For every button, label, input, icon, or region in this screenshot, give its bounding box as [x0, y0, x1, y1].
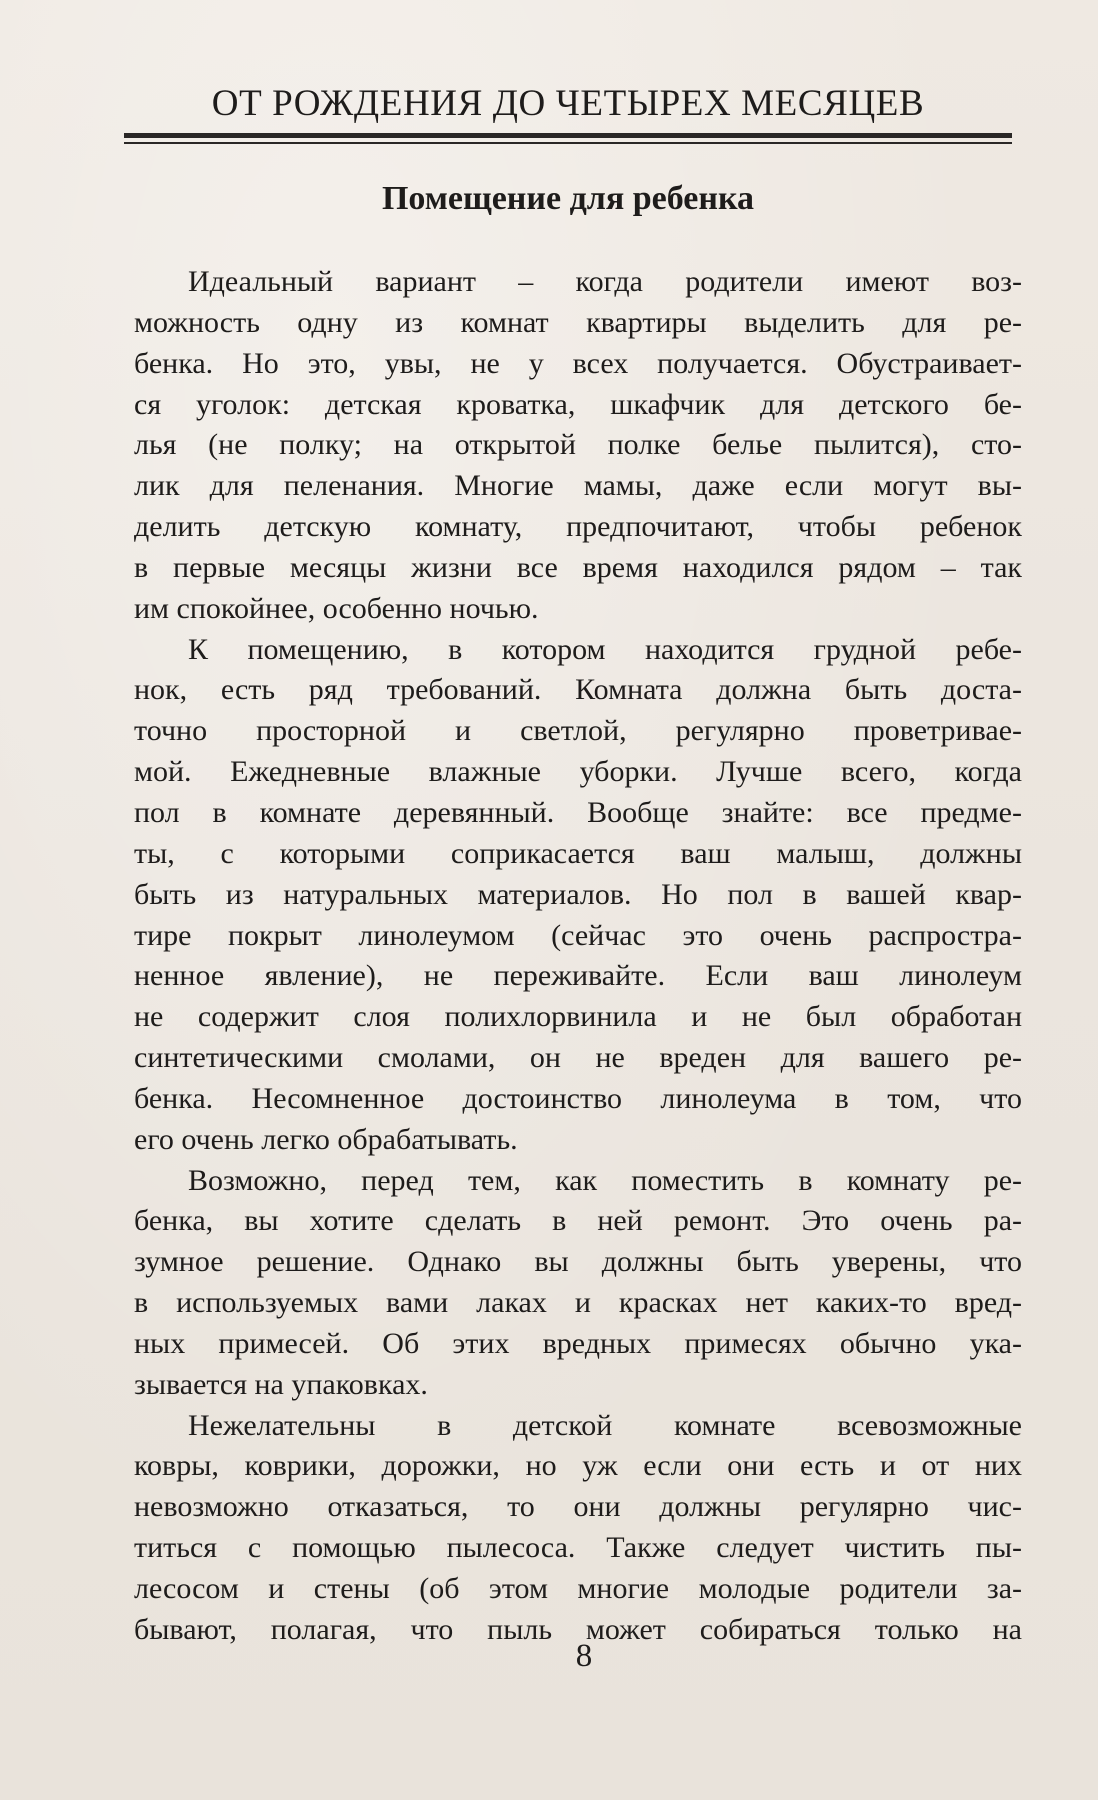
text-line: титься с помощью пылесоса. Также следует чистить пы-: [134, 1531, 1022, 1565]
header-rule-thin: [124, 142, 1012, 144]
text-line: ковры, коврики, дорожки, но уж если они есть и от них: [134, 1449, 1022, 1483]
text-line: пол в комнате деревянный. Вообще знайте: все предме-: [134, 795, 1022, 829]
text-line: Возможно, перед тем, как поместить в комнату ре-: [188, 1163, 1022, 1197]
text-line: бенка. Но это, увы, не у всех получается. Обустраивает-: [134, 346, 1022, 380]
text-line: быть из натуральных материалов. Но пол в вашей квар-: [134, 877, 1022, 911]
text-line: в первые месяцы жизни все время находился рядом – так: [134, 550, 1022, 584]
page-number: 8: [575, 1638, 593, 1674]
text-line: ты, с которыми соприкасается ваш малыш, должны: [134, 836, 1022, 870]
text-line: мой. Ежедневные влажные уборки. Лучше всего, когда: [134, 755, 1022, 789]
text-line: ненное явление), не переживайте. Если ваш линолеум: [134, 959, 1022, 993]
text-line: зывается на упаковках.: [134, 1367, 428, 1401]
text-line: лесосом и стены (об этом многие молодые родители за-: [134, 1572, 1022, 1605]
text-line: невозможно отказаться, то они должны регулярно чис-: [134, 1490, 1022, 1524]
text-line: можность одну из комнат квартиры выделить для ре-: [134, 305, 1022, 339]
paragraph: [134, 630, 1022, 1161]
text-line: точно просторной и светлой, регулярно проветривае-: [134, 714, 1022, 748]
text-line: Нежелательны в детской комнате всевозможные: [188, 1408, 1022, 1442]
text-line: делить детскую комнату, предпочитают, чтобы ребенок: [134, 510, 1022, 544]
paragraph: [134, 262, 1022, 630]
text-line: К помещению, в котором находится грудной ребе-: [188, 632, 1022, 666]
paragraph: [134, 1406, 1022, 1651]
text-line: его очень легко обрабатывать.: [134, 1122, 518, 1156]
header-rule-thick: [124, 133, 1012, 138]
text-line: нок, есть ряд требований. Комната должна быть доста-: [134, 673, 1022, 707]
paragraph: [134, 1161, 1022, 1406]
section-title: Помещение для ребенка: [381, 180, 755, 217]
text-line: бенка, вы хотите сделать в ней ремонт. Это очень ра-: [134, 1204, 1022, 1238]
body-text: [134, 262, 1022, 1651]
text-line: им спокойнее, особенно ночью.: [134, 591, 539, 625]
text-line: зумное решение. Однако вы должны быть уверены, что: [134, 1245, 1022, 1279]
text-line: ся уголок: детская кроватка, шкафчик для детского бе-: [134, 387, 1022, 421]
text-line: Идеальный вариант – когда родители имеют воз-: [188, 265, 1022, 298]
running-header: ОТ РОЖДЕНИЯ ДО ЧЕТЫРЕХ МЕСЯЦЕВ: [211, 83, 925, 124]
text-line: в используемых вами лаках и красках нет каких-то вред-: [134, 1286, 1022, 1320]
text-line: не содержит слоя полихлорвинила и не был обработан: [134, 1000, 1022, 1034]
text-line: бывают, полагая, что пыль может собираться только на: [134, 1612, 1022, 1646]
text-line: ных примесей. Об этих вредных примесях обычно ука-: [134, 1326, 1022, 1360]
text-line: тире покрыт линолеумом (сейчас это очень распростра-: [134, 918, 1022, 952]
text-line: лик для пеленания. Многие мамы, даже если могут вы-: [134, 469, 1022, 503]
text-line: бенка. Несомненное достоинство линолеума в том, что: [134, 1081, 1022, 1115]
text-line: синтетическими смолами, он не вреден для вашего ре-: [134, 1041, 1022, 1075]
text-line: лья (не полку; на открытой полке белье пылится), сто-: [134, 428, 1022, 462]
